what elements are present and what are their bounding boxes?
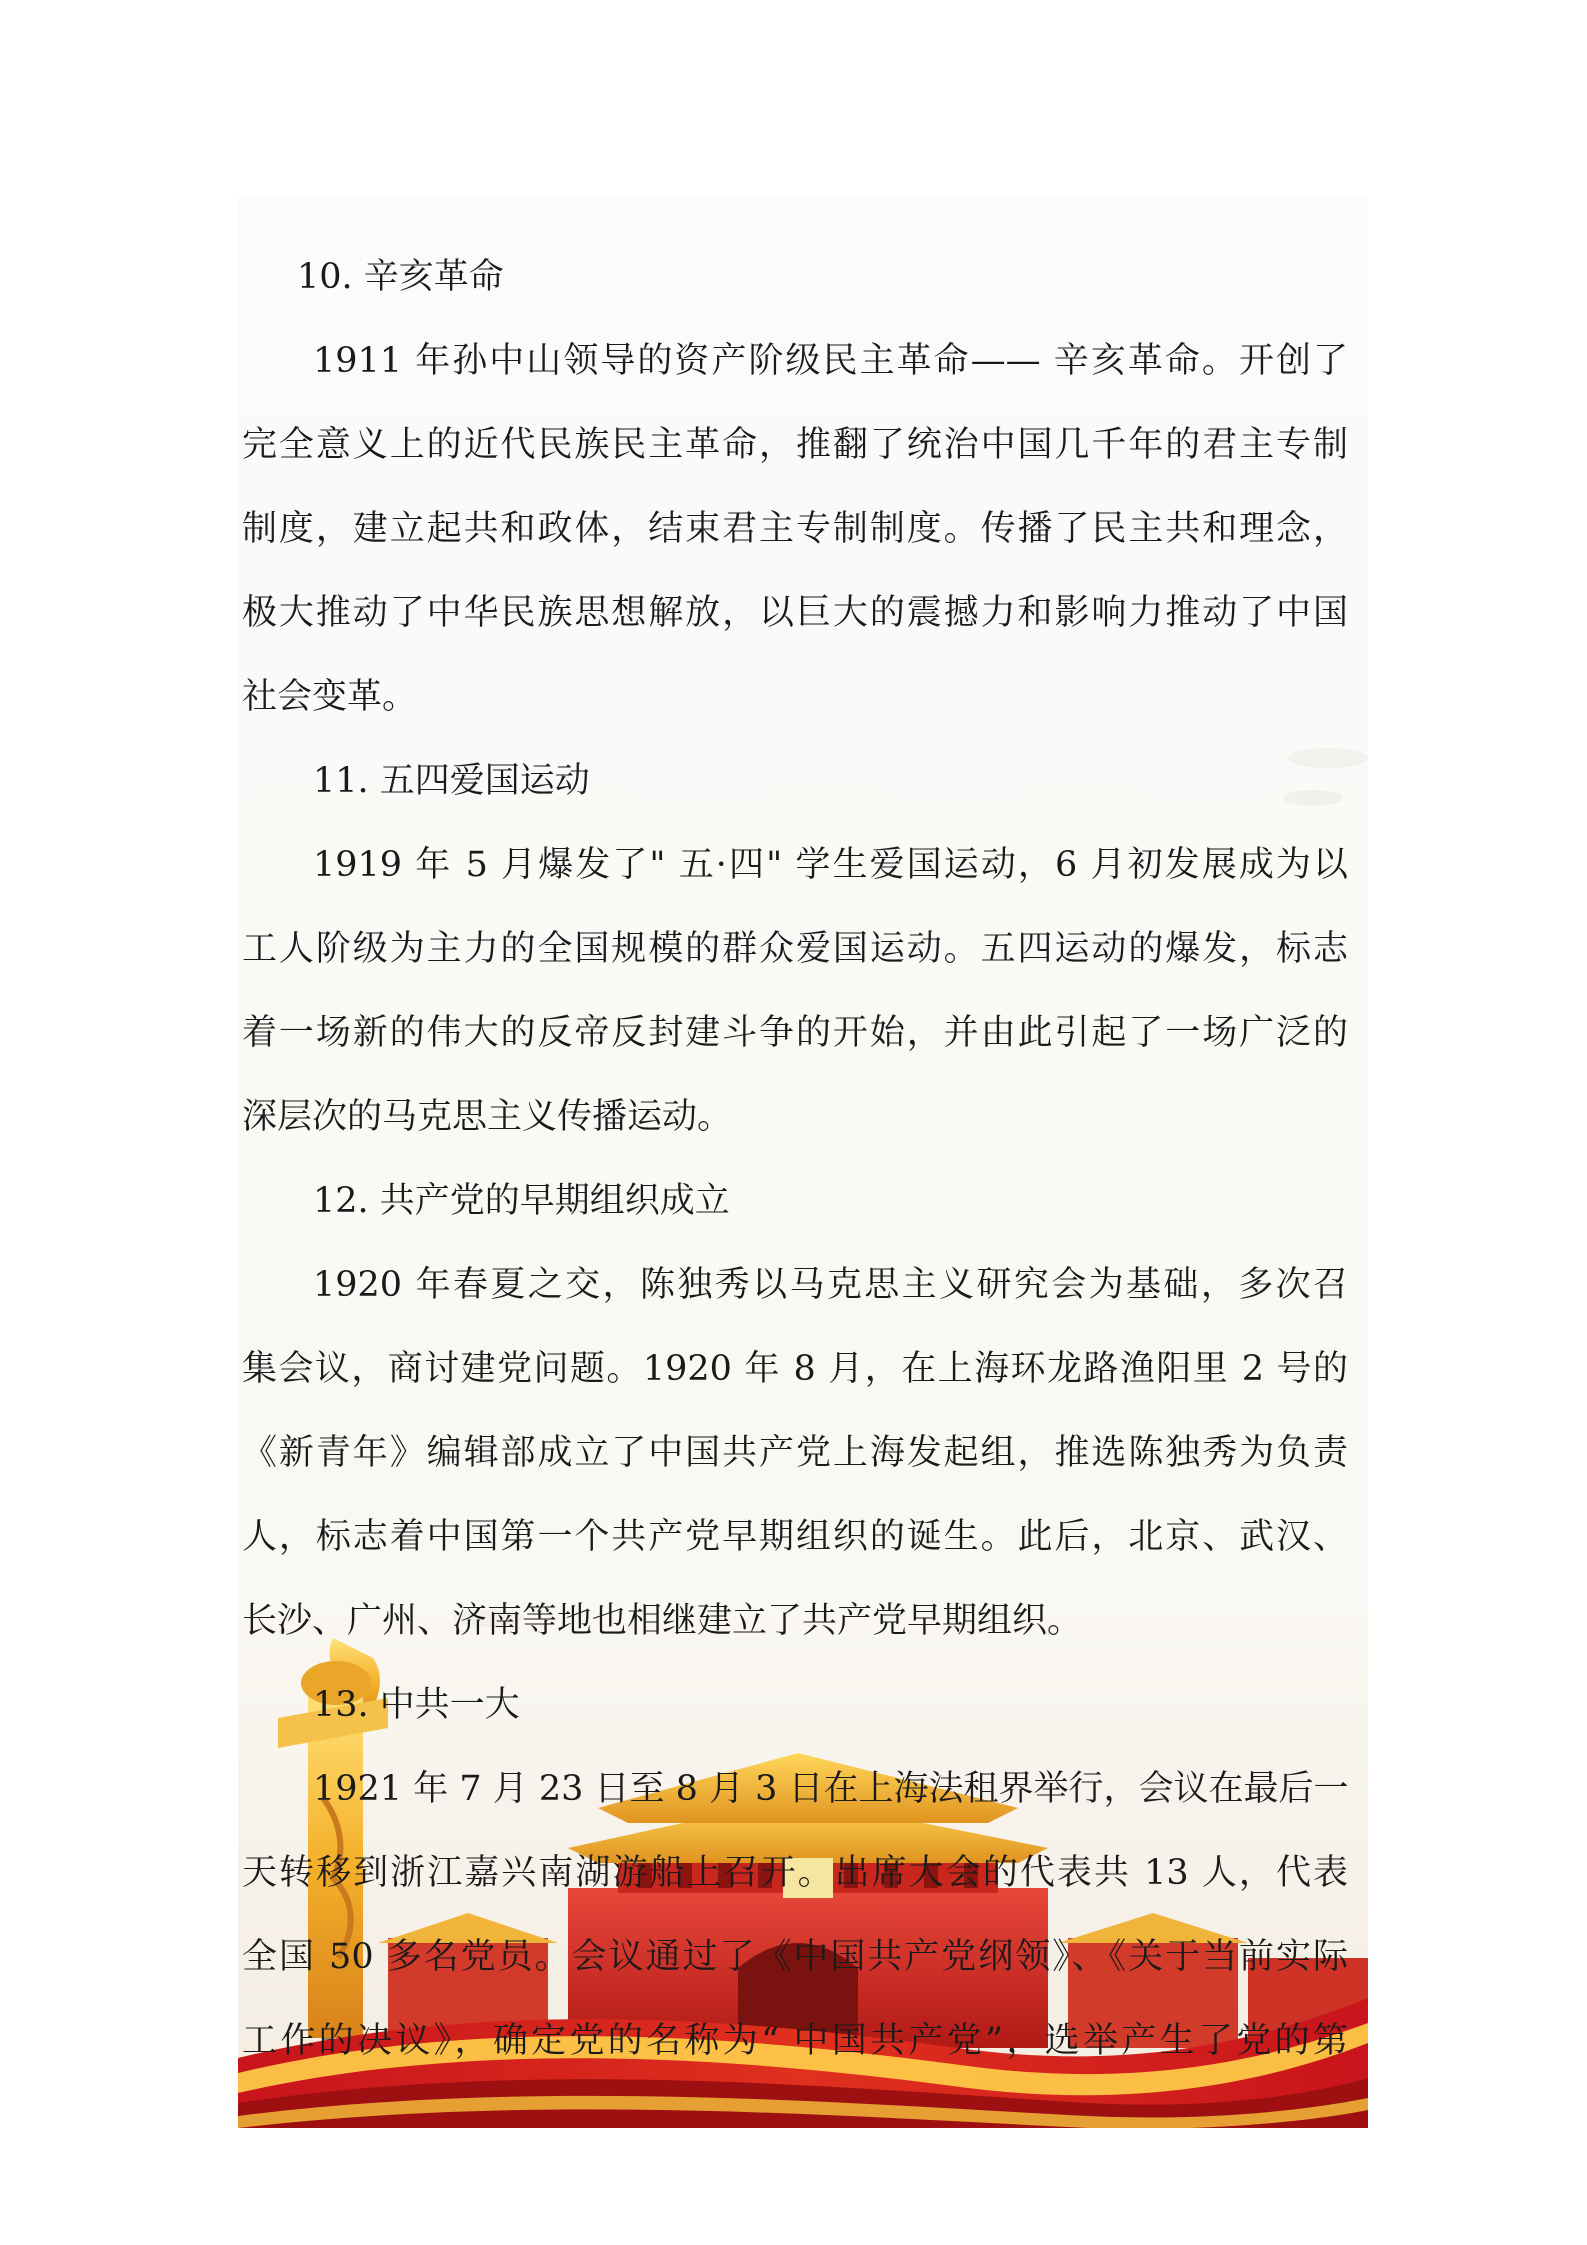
section-heading: 13. 中共一大 — [313, 1685, 520, 1725]
section-heading: 12. 共产党的早期组织成立 — [313, 1181, 730, 1221]
paragraph-line: 1911 年孙中山领导的资产阶级民主革命—— 辛亥革命。开创了 — [313, 341, 1348, 381]
paragraph-line: 人，标志着中国第一个共产党早期组织的诞生。此后，北京、武汉、 — [242, 1517, 1348, 1557]
paragraph-line: 集会议，商讨建党问题。1920 年 8 月，在上海环龙路渔阳里 2 号的 — [242, 1349, 1348, 1389]
paragraph-line: 1919 年 5 月爆发了" 五·四" 学生爱国运动，6 月初发展成为以 — [313, 845, 1348, 885]
paragraph-line: 社会变革。 — [242, 677, 418, 717]
paragraph-line: 全国 50 多名党员。会议通过了《中国共产党纲领》、《关于当前实际 — [242, 1937, 1348, 1977]
paragraph-line: 完全意义上的近代民族民主革命，推翻了统治中国几千年的君主专制 — [242, 425, 1348, 465]
paragraph-line: 1920 年春夏之交，陈独秀以马克思主义研究会为基础，多次召 — [313, 1265, 1348, 1305]
section-heading: 10. 辛亥革命 — [297, 257, 504, 297]
paragraph-line: 工人阶级为主力的全国规模的群众爱国运动。五四运动的爆发，标志 — [242, 929, 1348, 969]
paragraph-line: 工作的决议》，确定党的名称为“ 中国共产党”，选举产生了党的第 — [242, 2021, 1348, 2061]
document-page — [238, 198, 1368, 2128]
paragraph-line: 深层次的马克思主义传播运动。 — [242, 1097, 733, 1137]
section-heading: 11. 五四爱国运动 — [313, 761, 590, 801]
paragraph-line: 天转移到浙江嘉兴南湖游船上召开。出席大会的代表共 13 人，代表 — [242, 1853, 1348, 1893]
paragraph-line: 着一场新的伟大的反帝反封建斗争的开始，并由此引起了一场广泛的 — [242, 1013, 1348, 1053]
paragraph-line: 制度，建立起共和政体，结束君主专制制度。传播了民主共和理念， — [242, 509, 1348, 549]
paragraph-line: 1921 年 7 月 23 日至 8 月 3 日在上海法租界举行，会议在最后一 — [313, 1769, 1349, 1809]
paragraph-line: 长沙、广州、济南等地也相继建立了共产党早期组织。 — [242, 1601, 1083, 1641]
paragraph-line: 极大推动了中华民族思想解放，以巨大的震撼力和影响力推动了中国 — [242, 593, 1348, 633]
paragraph-line: 《新青年》编辑部成立了中国共产党上海发起组，推选陈独秀为负责 — [242, 1433, 1348, 1473]
